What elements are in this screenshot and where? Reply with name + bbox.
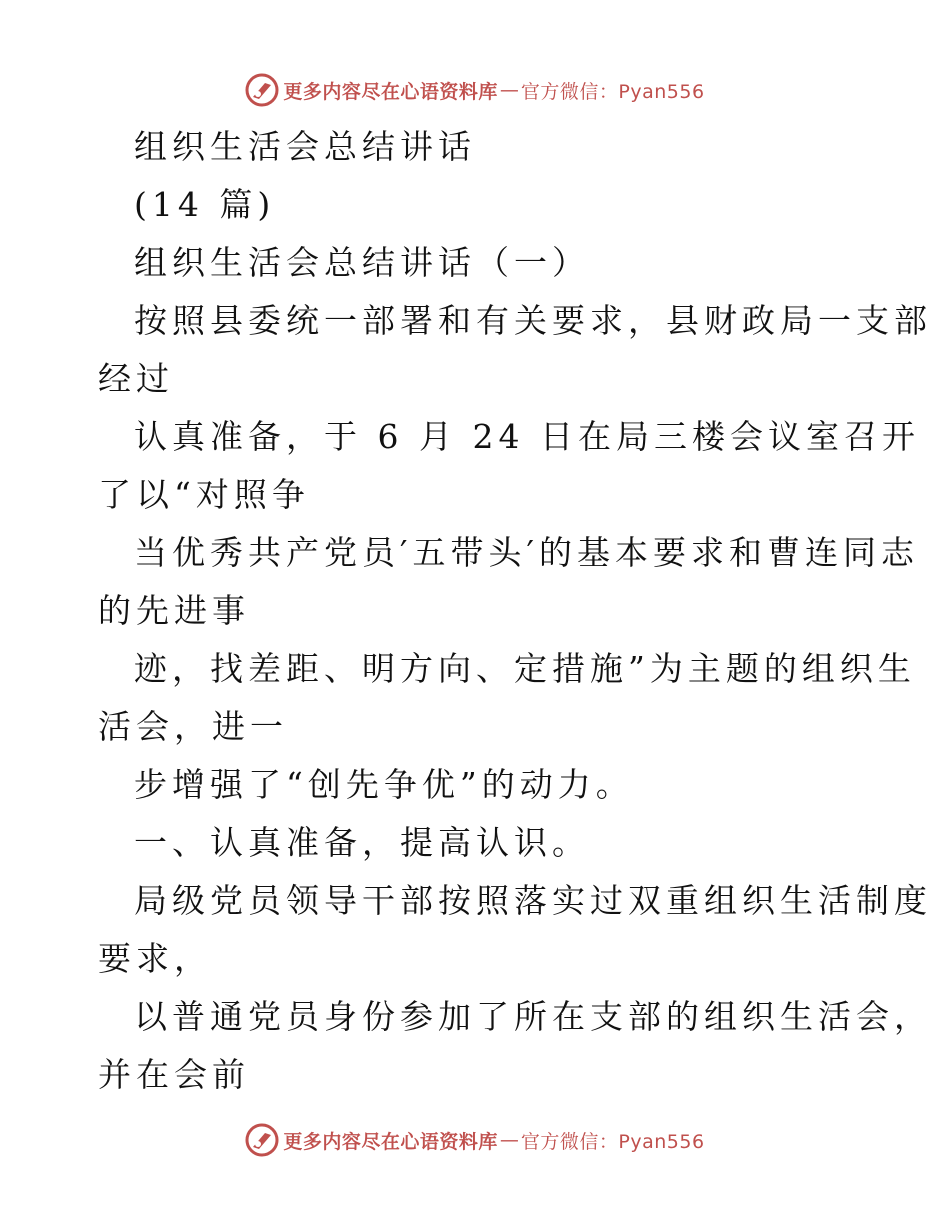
watermark-dash: — xyxy=(499,79,519,101)
document-title: 组织生活会总结讲话 xyxy=(134,127,476,166)
text-line: 当优秀共产党员′五带头′的基本要求和曹连同志 xyxy=(134,533,919,572)
watermark-sub-text: 官方微信：Pyan556 xyxy=(520,80,705,103)
text-line: 按照县委统一部署和有关要求，县财政局一支部 xyxy=(134,301,932,340)
footer-watermark xyxy=(0,1120,950,1160)
text-line: 了以“对照争 xyxy=(98,475,310,514)
header-watermark xyxy=(0,70,950,110)
document-subtitle: (14 篇) xyxy=(134,185,276,224)
watermark-sub-text: 官方微信：Pyan556 xyxy=(520,1130,705,1153)
text-line: 步增强了“创先争优”的动力。 xyxy=(134,765,634,804)
watermark-main-text: 更多内容尽在心语资料库 xyxy=(283,80,498,103)
text-line: 的先进事 xyxy=(98,591,250,630)
text-line: 局级党员领导干部按照落实过双重组织生活制度 xyxy=(134,881,932,920)
text-line: 认真准备，于 6 月 24 日在局三楼会议室召开 xyxy=(134,417,920,456)
logo-icon xyxy=(245,1123,279,1157)
subsection-heading: 一、认真准备，提高认识。 xyxy=(134,823,590,862)
text-line: 要求， xyxy=(98,939,212,978)
section-heading: 组织生活会总结讲话（一） xyxy=(134,243,590,282)
text-line: 活会，进一 xyxy=(98,707,288,746)
logo-icon xyxy=(245,73,279,107)
text-line: 经过 xyxy=(98,359,174,398)
text-line: 并在会前 xyxy=(98,1055,250,1094)
watermark-dash: — xyxy=(499,1129,519,1151)
text-line: 以普通党员身份参加了所在支部的组织生活会， xyxy=(134,997,932,1036)
watermark-main-text: 更多内容尽在心语资料库 xyxy=(283,1130,498,1153)
text-line: 迹，找差距、明方向、定措施”为主题的组织生 xyxy=(134,649,916,688)
